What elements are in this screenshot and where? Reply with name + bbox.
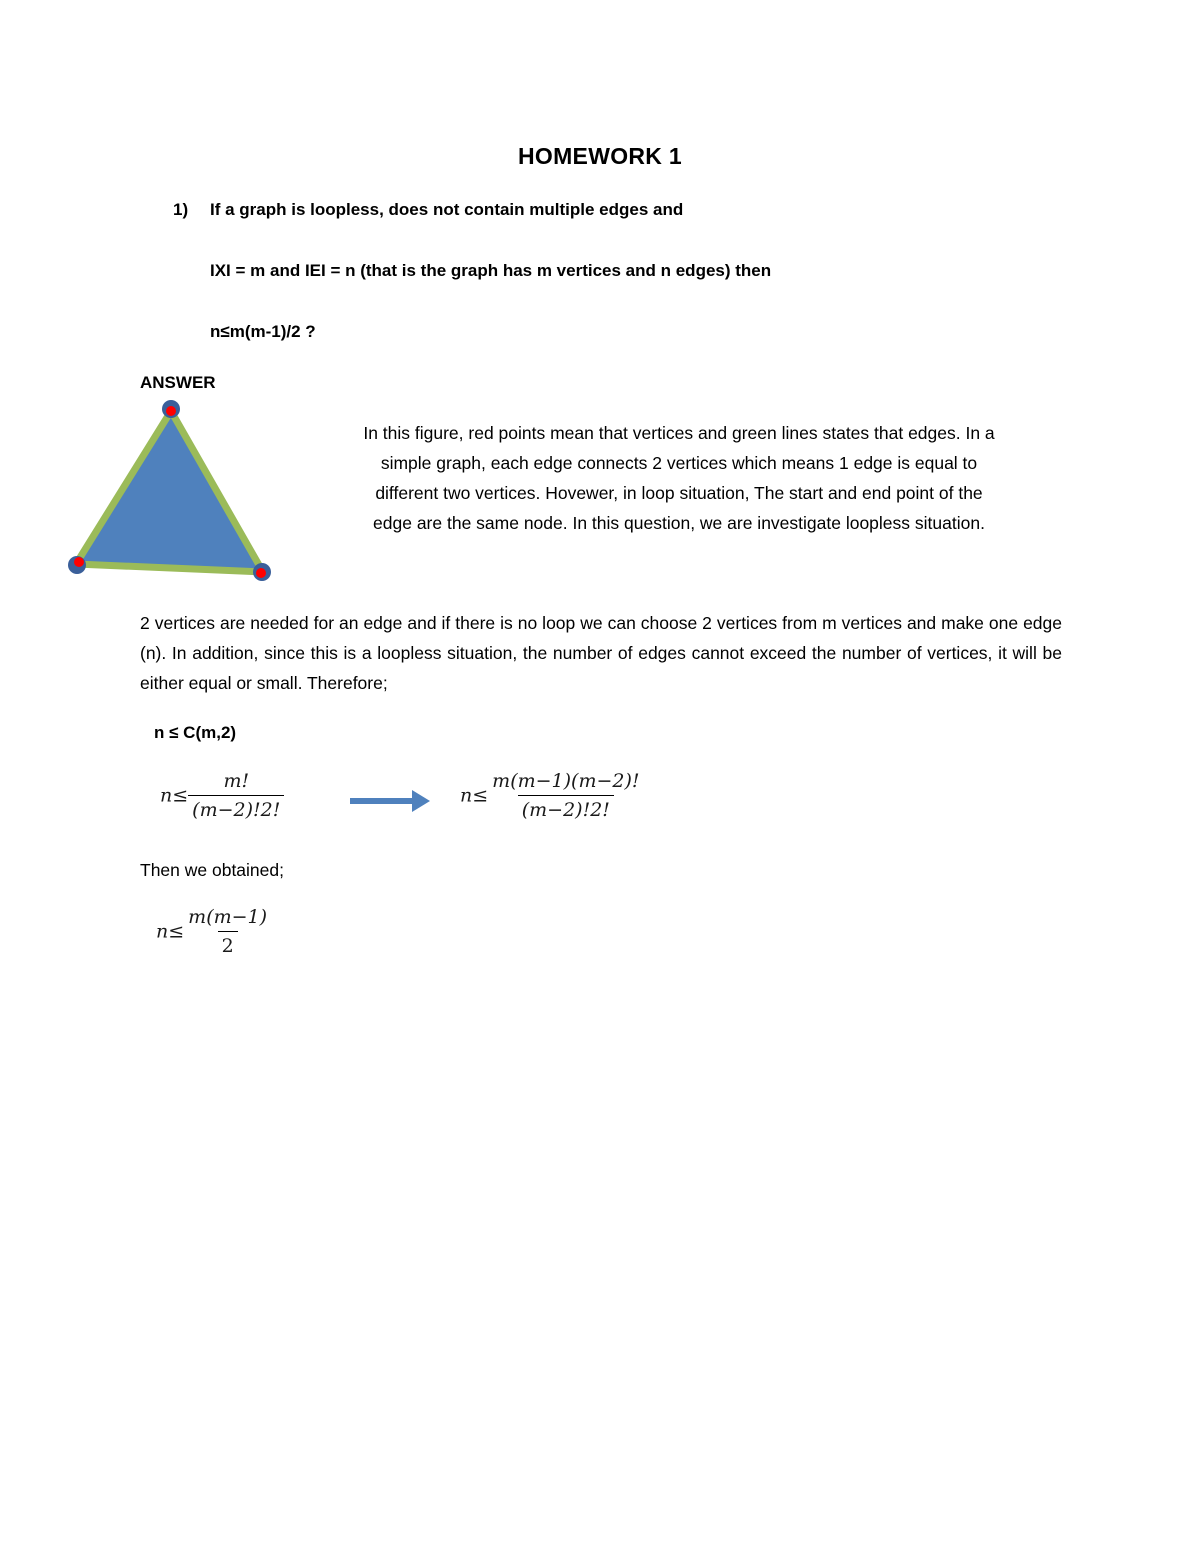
- equation-1-fraction: [188, 770, 284, 821]
- equation-1-denominator: (m−2)!2!: [188, 795, 284, 821]
- figure-explanation: [318, 418, 1040, 538]
- equation-2-denominator: (m−2)!2!: [518, 795, 614, 821]
- equation-2-numerator: m(m−1)(m−2)!: [492, 770, 640, 792]
- page-title: HOMEWORK 1: [518, 143, 682, 169]
- equation-2-fraction: [488, 770, 643, 821]
- vertex-bottom-right: [253, 563, 271, 581]
- equation-2: [460, 770, 644, 821]
- explanation-line: In this figure, red points mean that vertices and green lines states that edges. In a: [363, 423, 995, 443]
- question-line-1: If a graph is loopless, does not contain multiple edges and: [210, 200, 684, 219]
- equation-3-lhs: n≤: [156, 920, 185, 943]
- triangle-face: [76, 411, 263, 572]
- right-arrow-icon: [346, 786, 436, 816]
- equation-1-lhs: n≤: [160, 784, 189, 807]
- vertex-top: [162, 400, 180, 418]
- question-line-3: n≤m(m-1)/2 ?: [210, 322, 316, 341]
- explanation-line: edge are the same node. In this question, we are investigate loopless situation.: [373, 513, 985, 533]
- conclusion-text: Then we obtained;: [140, 860, 284, 880]
- equation-2-lhs: n≤: [460, 784, 489, 807]
- equation-1: [160, 770, 284, 821]
- question-number: 1): [173, 200, 189, 219]
- question-line-2: IXI = m and IEI = n (that is the graph has m vertices and n edges) then: [210, 261, 772, 280]
- vertex-bottom-left: [68, 556, 86, 574]
- answer-paragraph: 2 vertices are needed for an edge and if there is no loop we can choose 2 vertices from m vertices and make one edge (n). In addition, since this is a loopless situation, the number of edges cannot exceed the number of vertices, it will be either equal or small. Therefore;: [140, 613, 1062, 693]
- answer-label: ANSWER: [140, 373, 216, 392]
- equation-3: [156, 906, 271, 957]
- equation-3-numerator: m(m−1): [188, 906, 268, 928]
- equation-1-numerator: m!: [223, 770, 250, 792]
- explanation-line: simple graph, each edge connects 2 vertices which means 1 edge is equal to: [380, 453, 978, 473]
- equation-3-denominator: 2: [218, 931, 238, 957]
- equation-3-fraction: [184, 906, 271, 957]
- explanation-line: different two vertices. Hovewer, in loop situation, The start and end point of the: [375, 483, 983, 503]
- combination-inequality: n ≤ C(m,2): [154, 723, 237, 742]
- triangle-graph-figure: [60, 400, 290, 590]
